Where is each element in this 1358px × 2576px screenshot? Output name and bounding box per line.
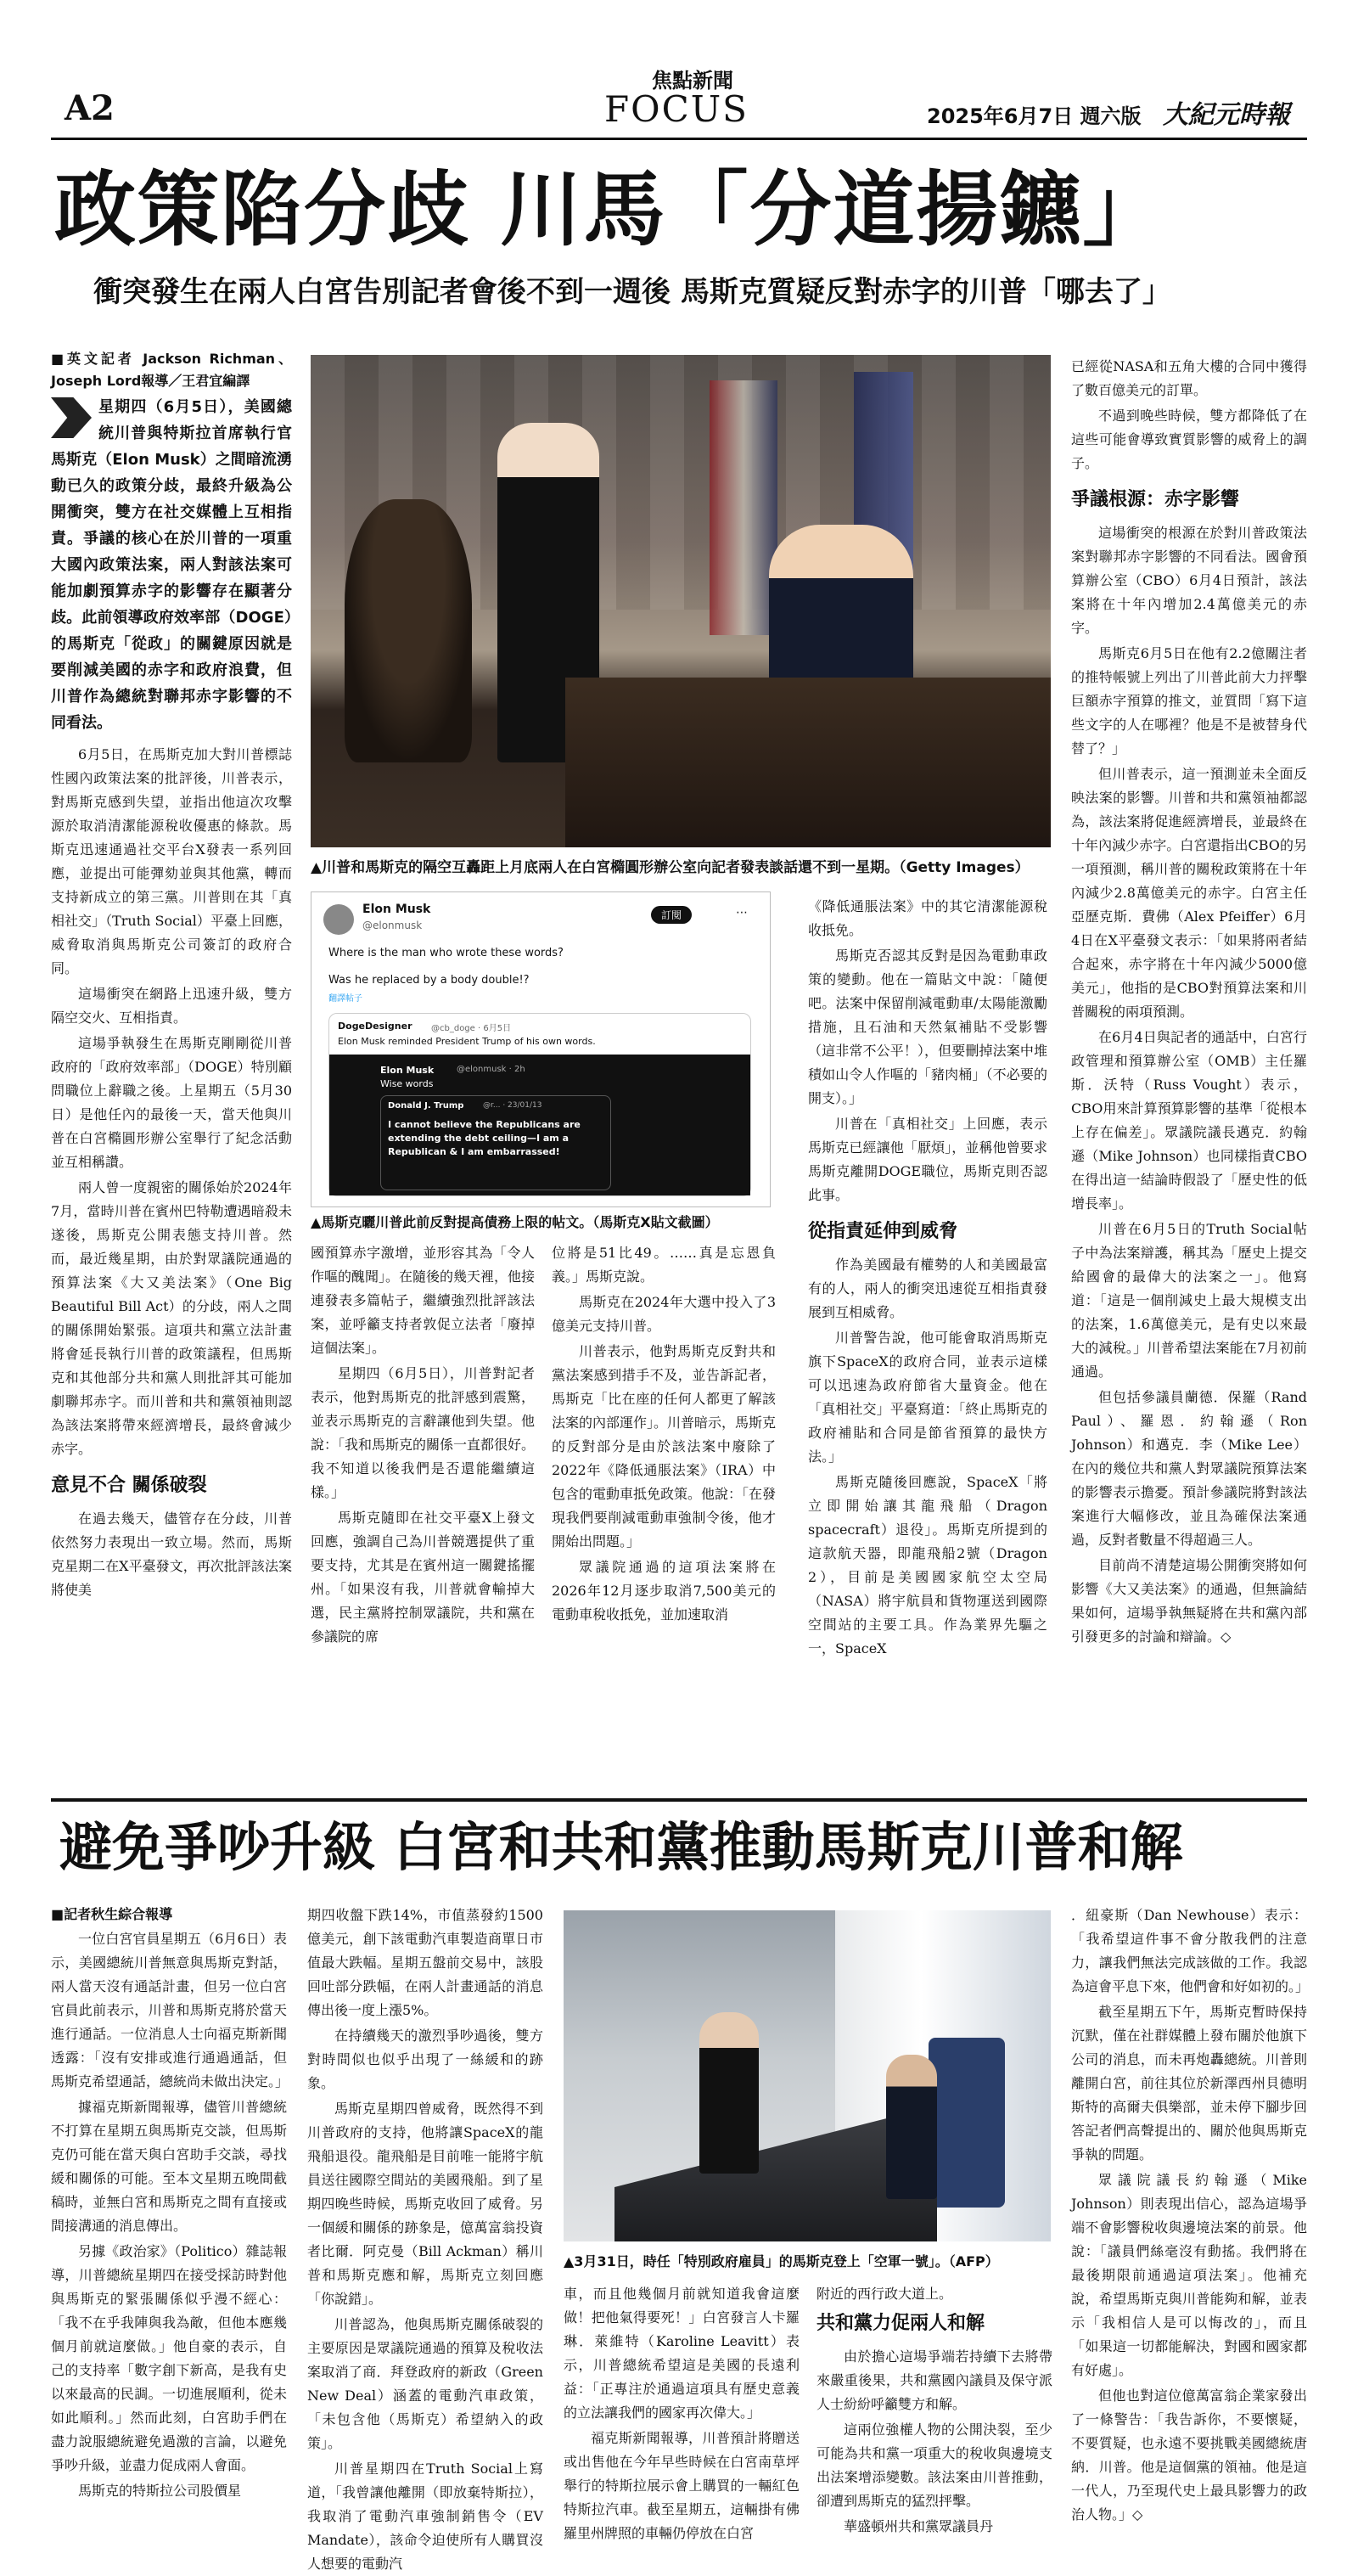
inner-quoted-box: [380, 1095, 611, 1190]
paragraph: 華盛頓州共和黨眾議員丹: [844, 2518, 994, 2534]
paragraph: 另據《政治家》（Politico）雜誌報導，川普總統星期四在接受採訪時對他與馬斯克的緊張關係似乎漫不經心：「我不在乎我陣與我為敵，但他本應幾個月前就這麼做。」他自豪的表示，自己的支持率「數字創下新高，是我有史以來最高的民調。一切進展順利，從未如此順利。」然而此刻，白宮助手們在盡力說服總統避免過激的言論，以避免爭吵升級，並盡力促成兩人會面。: [51, 2243, 287, 2473]
person-seated-shape: [769, 525, 913, 703]
article1-headline: 政策陷分歧 川馬「分道揚鑣」: [54, 161, 1166, 257]
person-shape: [886, 2055, 937, 2199]
quoted-meta: @cb_doge · 6月5日: [431, 1024, 512, 1033]
photo-musk-air-force-one: [564, 1910, 1051, 2241]
paragraph: 國預算赤字激增，並形容其為「令人作嘔的醜聞」。在隨後的幾天裡，他接連發表多篇帖子，繼續強烈批評該法案，並呼籲支持者敦促立法者「廢掉這個法案」。: [311, 1245, 536, 1356]
article2-col1: [51, 1904, 289, 2499]
paragraph: 作為美國最有權勢的人和美國最富有的人，兩人的衝突迅速從互相指責發展到互相威脅。: [808, 1257, 1047, 1320]
inner2-meta: @r... · 23/01/13: [483, 1101, 542, 1110]
paragraph: 目前尚不清楚這場公開衝突將如何影響《大又美法案》的通過，但無論結果如何，這場爭執無疑將在共和黨內部引發更多的討論和辯論。◇: [1071, 1557, 1307, 1645]
paragraph: 這場衝突的根源在於對川普政策法案對聯邦赤字影響的不同看法。國會預算辦公室（CBO）6月4日預計，該法案將在十年內增加2.4萬億美元的赤字。: [1071, 525, 1307, 636]
section-label-cn: 焦點新聞: [652, 69, 733, 93]
paragraph: 兩人曾一度親密的關係始於2024年7月，當時川普在賓州巴特勒遭遇暗殺未遂後，馬斯克公開表態支持川普。然而，最近幾星期，由於對眾議院通過的預算法案《大又美法案》（One Big Beautiful Bill Act）的分歧，兩人之間的關係開始緊張。這項共和黨立法計畫將會延長執行川普的政策議程，但馬斯克和其他部分共和黨人則批評其可能加劇聯邦赤字。而川普和共和黨領袖則認為該法案將帶來經濟增長，最終會減少赤字。: [51, 1179, 292, 1457]
quoted-tweet: [328, 1013, 751, 1196]
subhead: 從指責延伸到威脅: [808, 1221, 958, 1242]
paragraph: 星期四（6月5日），川普對記者表示，他對馬斯克的批評感到震驚，並表示馬斯克的言辭讓他到失望。他說：「我和馬斯克的關係一直都很好。我不知道以後我們是否還能繼續這樣。」: [311, 1365, 536, 1500]
tweet-caption: ▲馬斯克曬川普此前反對提高債務上限的帖文。（馬斯克X貼文截圖）: [311, 1214, 719, 1230]
article-divider: [51, 1798, 1307, 1802]
paragraph: 但他也對這位億萬富翁企業家發出了一條警告：「我告訴你，不要懷疑，不要質疑，也永遠不要挑戰美國總統唐納．川普。他是這個黨的領袖。他是這一代人，乃至現代史上最具影響力的政治人物。」◇: [1071, 2388, 1307, 2523]
paragraph: 已經從NASA和五角大樓的合同中獲得了數百億美元的訂單。: [1071, 358, 1307, 398]
paragraph: 但川普表示，這一預測並未全面反映法案的影響。川普和共和黨領袖都認為，該法案將促進經濟增長，並最終在十年內減少赤字。白宮還指出CBO的另一項預測，稱川普的關稅政策將在十年內減少2.8萬億美元的赤字。白宮主任亞歷克斯．費佛（Alex Pfeiffer）6月4日在X平臺發文表示：「如果將兩者結合起來，赤字將在十年內減少5000億美元」，他指的是CBO對預算法案和川普關稅的兩項預測。: [1071, 766, 1307, 1020]
paragraph: 馬斯克6月5日在他有2.2億關注者的推特帳號上列出了川普此前大力抨擊巨額赤字預算的推文，並質問「寫下這些文字的人在哪裡？他是不是被替身代替了？」: [1071, 645, 1307, 756]
article1-byline: ■英文記者 Jackson Richman、Joseph Lord報導／王君宜編譯: [51, 351, 292, 389]
paragraph: 川普星期四在Truth Social上寫道，「我曾讓他離開（即放棄特斯拉），我取消了電動汽車強制銷售令（EV Mandate），該命令迫使所有人購買沒人想要的電動汽: [307, 2461, 543, 2572]
tweet-text: Where is the man who wrote these words?: [328, 947, 564, 959]
tweet-text: Was he replaced by a body double!?: [328, 974, 530, 987]
paragraph: 據福克斯新聞報導，儘管川普總統不打算在星期五與馬斯克交談，但馬斯克仍可能在當天與白宮助手交談，尋找緩和關係的可能。至本文星期五晚間截稿時，並無白宮和馬斯克之間有直接或間接溝通的消息傳出。: [51, 2099, 287, 2234]
paragraph: 車，而且他幾個月前就知道我會這麼做！把他氣得要死！」白宮發言人卡羅琳．萊維特（Karoline Leavitt）表示，川普總統希望這是美國的長遠利益：「正專注於通過這項具有歷史意義的立法讓我們的國家再次偉大。」: [564, 2286, 800, 2421]
masthead-rule: [51, 138, 1307, 140]
paragraph: 馬斯克在2024年大選中投入了3億美元支持川普。: [552, 1294, 776, 1334]
article1-col4: [808, 895, 1047, 1781]
paragraph: 《降低通脹法案》中的其它清潔能源稅收抵免。: [808, 898, 1047, 938]
article1-subheadline: 衝突發生在兩人白宮告別記者會後不到一週後 馬斯克質疑反對赤字的川普「哪去了」: [93, 275, 1171, 309]
more-icon[interactable]: ⋯: [736, 906, 748, 920]
article1-col1: [51, 348, 292, 1781]
article1-col3: [552, 1241, 776, 1781]
photo1-caption: ▲川普和馬斯克的隔空互轟距上月底兩人在白宮橢圓形辦公室向記者發表談話還不到一星期。（Getty Images）: [311, 859, 1030, 876]
paragraph: 這場爭執發生在馬斯克剛剛從川普政府的「政府效率部」（DOGE）特別顧問職位上辭職之後。上星期五（5月30日）是他任內的最後一天，當天他與川普在白宮橢圓形辦公室舉行了紀念活動並互相稱讚。: [51, 1035, 292, 1170]
article2-byline: ■記者秋生綜合報導: [51, 1906, 173, 1922]
paragraph: 馬斯克否認其反對是因為電動車政策的變動。他在一篇貼文中說：「隨便吧。法案中保留削減電動車/太陽能激勵措施，且石油和天然氣補貼不受影響（這非常不公平！），但要刪掉法案中堆積如山令人作嘔的「豬肉桶」（不必要的開支）。」: [808, 948, 1047, 1106]
paragraph: 眾議院議長約翰遜（Mike Johnson）則表現出信心，認為這場爭端不會影響稅收與邊境法案的前景。他說：「議員們絲毫沒有動搖。我們將在最後期限前通過這項法案」。他補充說，希望馬斯克與川普能夠和解，並表示「我相信人是可以悔改的」，而且「如果這一切都能解決，對國和國家都有好處」。: [1071, 2172, 1307, 2378]
translate-link[interactable]: 翻譯帖子: [328, 994, 362, 1004]
page-number: A2: [65, 88, 115, 128]
paragraph: 在持續幾天的激烈爭吵過後，雙方對時間似也似乎出現了一絲緩和的跡象。: [307, 2028, 543, 2091]
paragraph: 期四收盤下跌14%，市值蒸發約1500億美元，創下該電動汽車製造商單日市值最大跌幅。星期五盤前交易中，該股回吐部分跌幅，在兩人計畫通話的消息傳出後一度上漲5%。: [307, 1907, 543, 2018]
paragraph: 不過到晚些時候，雙方都降低了在這些可能會導致實質影響的威脅上的調子。: [1071, 408, 1307, 471]
issue-date: 2025年6月7日 週六版: [927, 104, 1142, 128]
tweet-follow-button[interactable]: 訂閱: [651, 906, 692, 924]
inner-meta: @elonmusk · 2h: [457, 1065, 525, 1074]
paragraph: 截至星期五下午，馬斯克暫時保持沉默，僅在社群媒體上發布關於他旗下公司的消息，而未再炮轟總統。川普則離開白宮，前往其位於新澤西州貝德明斯特的高爾夫俱樂部，並未停下腳步回答記者們高聲提出的、關於他與馬斯克爭執的問題。: [1071, 2004, 1307, 2163]
tweet-author: Elon Musk: [362, 903, 431, 916]
flag-shape: [710, 380, 777, 635]
paragraph: 這兩位強權人物的公開決裂，至少可能為共和黨一項重大的稅收與邊境支出法案增添變數。該法案由川普推動，卻遭到馬斯克的猛烈抨擊。: [816, 2421, 1052, 2509]
paragraph: 福克斯新聞報導，川普預計將贈送或出售他在今年早些時候在白宮南草坪舉行的特斯拉展示會上購買的一輛紅色特斯拉汽車。截至星期五，這輛掛有佛羅里州牌照的車輛仍停放在白宮: [564, 2430, 800, 2541]
paragraph: 由於擔心這場爭端若持續下去將帶來嚴重後果，共和黨國內議員及保守派人士紛紛呼籲雙方和解。: [816, 2348, 1052, 2412]
paragraph: 附近的西行政大道上。: [816, 2286, 953, 2302]
paragraph: 眾議院通過的這項法案將在2026年12月逐步取消7,500美元的電動車稅收抵免，並加速取消: [552, 1559, 776, 1623]
article1-col2: [311, 1241, 535, 1781]
photo-trump-musk-oval-office: [311, 355, 1051, 847]
subhead: 意見不合 關係破裂: [51, 1475, 207, 1496]
inner2-author: Donald J. Trump: [388, 1101, 464, 1111]
paragraph: 馬斯克星期四曾威脅，既然得不到川普政府的支持，他將讓SpaceX的龍飛船退役。龍飛船是目前唯一能將宇航員送往國際空間站的美國飛船。到了星期四晚些時候，馬斯克收回了威脅。另一個緩和關係的跡象是，億萬富翁投資者比爾．阿克曼（Bill Ackman）稱川普和馬斯克應和解，馬斯克立刻回應「你說錯」。: [307, 2101, 543, 2307]
inner2-text: I cannot believe the Republicans are extending the debt ceiling—I am a Republican & I am embarrassed!: [388, 1119, 581, 1157]
paragraph: 馬斯克的特斯拉公司股價星: [78, 2483, 242, 2499]
subhead: 爭議根源：赤字影響: [1071, 489, 1240, 510]
desk-shape: [565, 678, 1051, 847]
paragraph: 川普警告說，他可能會取消馬斯克旗下SpaceX的政府合同，並表示這樣可以迅速為政府節省大量資金。他在「真相社交」平臺寫道：「終止馬斯克的政府補貼和合同是節省預算的最快方法。」: [808, 1330, 1047, 1465]
article2-col5: [1071, 1904, 1310, 2523]
inner-text: Wise words: [380, 1078, 434, 1089]
person-shape: [699, 2012, 759, 2174]
paragraph: 在過去幾天，儘管存在分歧，川普依然努力表現出一致立場。然而，馬斯克星期二在X平臺發文，再次批評該法案將使美: [51, 1510, 292, 1598]
paragraph: 川普表示，他對馬斯克反對共和黨法案感到措手不及，並告訴記者，馬斯克「比在座的任何人都更了解該法案的內部運作」。川普暗示，馬斯克的反對部分是由於該法案中廢除了2022年《降低通脹法案》（IRA）中包含的電動車抵免政策。他說：「在發現我們要削減電動車強制令後，他才開始出問題。」: [552, 1343, 777, 1550]
paragraph: 川普在「真相社交」上回應，表示馬斯克已經讓他「厭煩」，並稱他曾要求馬斯克離開DOGE職位，馬斯克則否認此事。: [808, 1116, 1047, 1203]
inner-author: Elon Musk: [380, 1065, 435, 1076]
bust-shape: [345, 499, 472, 762]
paragraph: 一位白宮官員星期五（6月6日）表示，美國總統川普無意與馬斯克對話，兩人當天沒有通話計畫，但另一位白宮官員此前表示，川普和馬斯克將於當天進行通話。一位消息人士向福克斯新聞透露：「沒有安排或進行通過通話，但馬斯克希望通話，總統尚未做出決定。」: [51, 1931, 289, 2089]
paragraph: 在6月4日與記者的通話中，白宮行政管理和預算辦公室（OMB）主任羅斯．沃特（Russ Vought）表示，CBO用來計算預算影響的基準「從根本上存在偏差」。眾議院議長邁克．約翰遜（Mike Johnson）也同樣指責CBO在得出這一結論時假設了「歷史性的低增長率」。: [1071, 1029, 1307, 1212]
section-label-en: FOCUS: [604, 88, 749, 130]
paragraph: 川普在6月5日的Truth Social帖子中為法案辯護，稱其為「歷史上提交給國會的最偉大的法案之一」。他寫道：「這是一個削減史上最大規模支出的法案，1.6萬億美元，是有史以來最大的減稅。」川普希望法案能在7月初前通過。: [1071, 1221, 1307, 1380]
paragraph: 但包括參議員蘭德．保羅（Rand Paul）、羅恩．約翰遜（Ron Johnson）和邁克．李（Mike Lee）在內的幾位共和黨人對眾議院預算法案的影響表示擔憂。預計參議院將對該法案進行大幅修改，並且為確保法案通過，反對者數量不得超過三人。: [1071, 1389, 1307, 1548]
paragraph: ．紐豪斯（Dan Newhouse）表示：「我希望這件事不會分散我們的注意力，讓我們無法完成該做的工作。我認為這會平息下來，他們會和好如初的。」: [1071, 1907, 1310, 1994]
article2-col3: [564, 2282, 800, 2541]
quoted-text: Elon Musk reminded President Trump of his own words.: [338, 1036, 596, 1047]
paragraph: 這場衝突在網路上迅速升級，雙方隔空交火、互相指責。: [51, 986, 292, 1026]
quoted-dark-image: [329, 1055, 750, 1195]
paragraph: 6月5日，在馬斯克加大對川普標誌性國內政策法案的批評後，川普表示，對馬斯克感到失望，並指出他這次攻擊源於取消清潔能源稅收優惠的條款。馬斯克迅速通過社交平台X發表一系列回應，並提出可能彈劾並與其他黨，轉而支持新成立的第三黨。川普則在其「真相社交」（Truth Social）平臺上回應，威脅取消與馬斯克公司簽訂的政府合同。: [51, 746, 292, 976]
photo2-caption: ▲3月31日，時任「特別政府雇員」的馬斯克登上「空軍一號」。（AFP）: [564, 2253, 999, 2269]
article1-col5: [1071, 355, 1307, 1781]
paper-logo: 大紀元時報: [1163, 100, 1290, 130]
quoted-author: DogeDesigner: [338, 1021, 412, 1032]
article1-lead: 星期四（6月5日），美國總統川普與特斯拉首席執行官馬斯克（Elon Musk）之間暗流湧動已久的政策分歧，最終升級為公開衝突，雙方在社交媒體上互相指責。爭議的核心在於川普的一項重大國內政策法案，兩人對該法案可能加劇預算赤字的影響存在顯著分歧。此前領導政府效率部（DOGE）的馬斯克「從政」的關鍵原因就是要削減美國的赤字和政府浪費，但川普作為總統對聯邦赤字影響的不同看法。: [51, 398, 292, 732]
article2-headline: 避免爭吵升級 白宮和共和黨推動馬斯克川普和解: [59, 1816, 1183, 1878]
paragraph: 川普認為，他與馬斯克關係破裂的主要原因是眾議院通過的預算及稅收法案取消了商．拜登政府的新政（Green New Deal）涵蓋的電動汽車政策，「未包含他（馬斯克）希望納入的政策」。: [307, 2316, 543, 2451]
article2-col2: [307, 1904, 543, 2572]
paragraph: 馬斯克隨後回應說，SpaceX「將立即開始讓其龍飛船（Dragon spacecraft）退役」。馬斯克所提到的這款航天器，即龍飛船2號（Dragon 2），目前是美國國家航空太空局（NASA）將宇航員和貨物運送到國際空間站的主要工具。作為業界先驅之一，SpaceX: [808, 1474, 1047, 1656]
paragraph: 位將是51比49。……真是忘恩負義。」馬斯克說。: [552, 1245, 776, 1285]
plane-door-shape: [929, 2038, 1005, 2208]
article2-col4: [816, 2282, 1052, 2534]
subhead: 共和黨力促兩人和解: [816, 2313, 985, 2334]
avatar: [323, 904, 354, 935]
paragraph: 馬斯克隨即在社交平臺X上發文回應，強調自己為川普競選提供了重要支持，尤其是在賓州這一關鍵搖擺州。「如果沒有我，川普就會輸掉大選，民主黨將控制眾議院，共和黨在參議院的席: [311, 1510, 535, 1645]
tweet-screenshot: [311, 891, 771, 1207]
tweet-handle: @elonmusk: [362, 920, 423, 931]
